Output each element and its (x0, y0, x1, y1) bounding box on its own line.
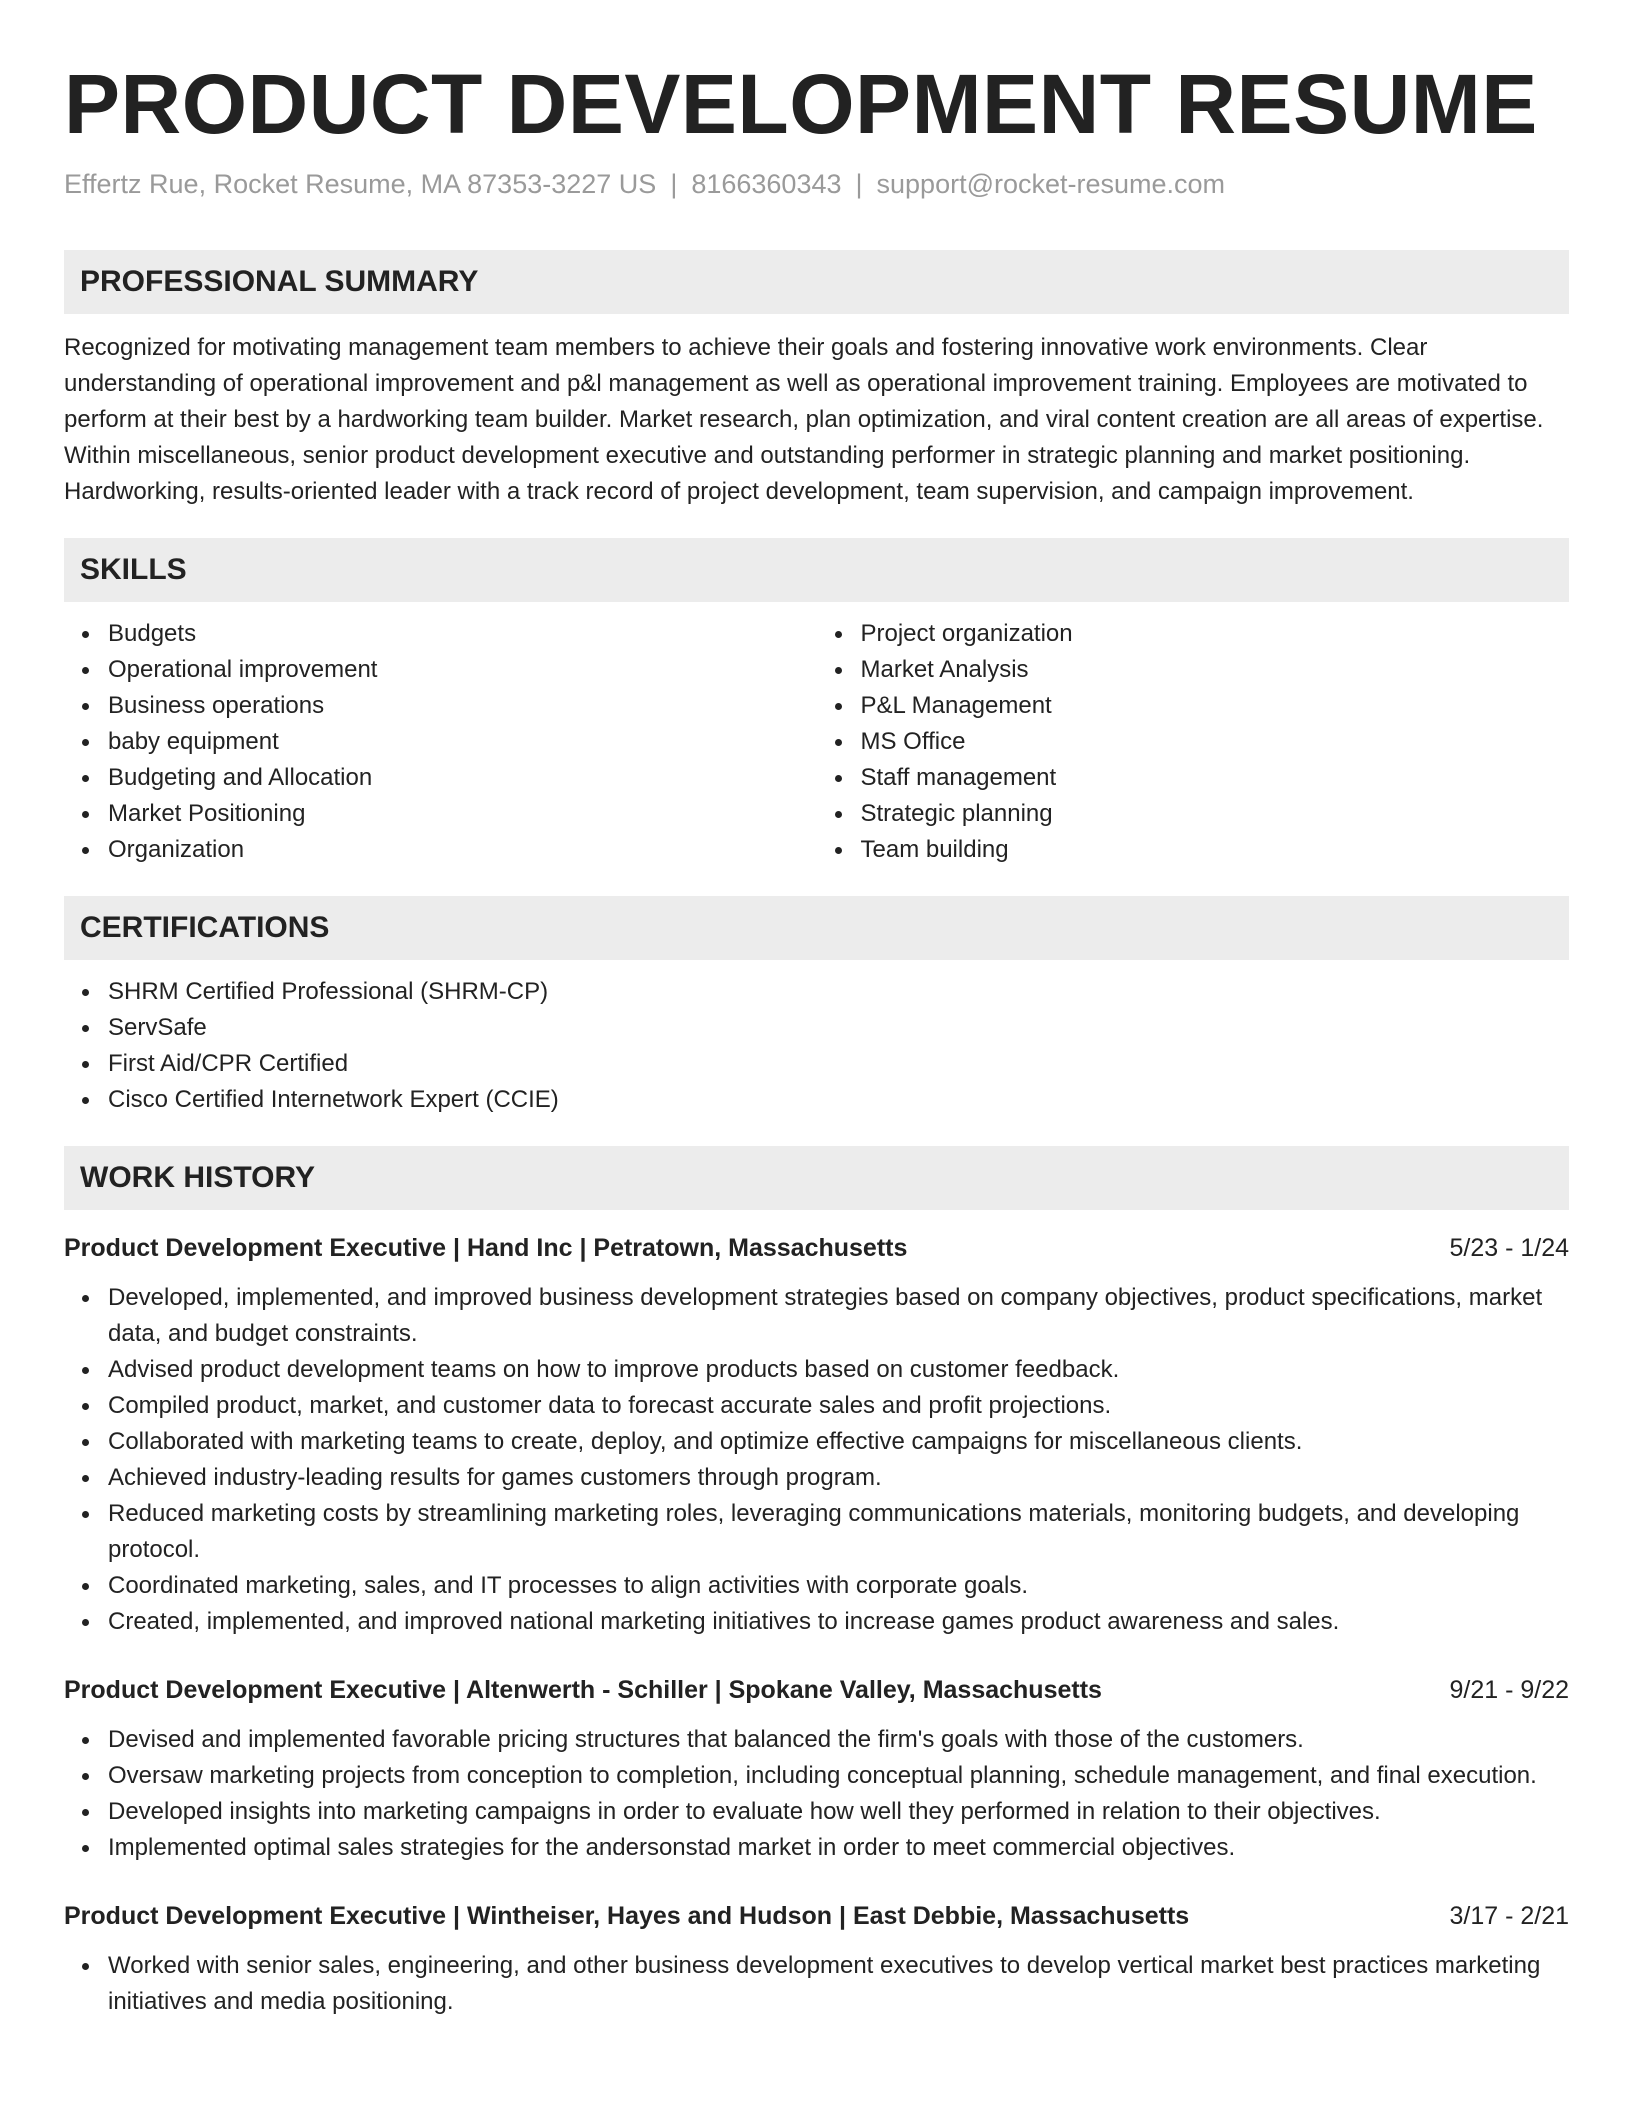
job-duty: Compiled product, market, and customer data to forecast accurate sales and profit projections. (108, 1388, 1569, 1424)
skill-item: Project organization (861, 616, 1570, 652)
contact-email: support@rocket-resume.com (876, 169, 1226, 199)
contact-address: Effertz Rue, Rocket Resume, MA 87353-3227 US (64, 169, 657, 199)
job-title: Product Development Executive | Hand Inc | Petratown, Massachusetts (64, 1234, 908, 1262)
work-history-section (64, 1146, 1569, 2020)
resume-title: PRODUCT DEVELOPMENT RESUME (64, 57, 1538, 151)
job-duty: Developed, implemented, and improved business development strategies based on company objectives, product specifications, market data, and budget constraints. (108, 1280, 1569, 1352)
job-duties-list (64, 1948, 1569, 2020)
skill-item: Budgets (108, 616, 817, 652)
job-duty: Oversaw marketing projects from conception to completion, including conceptual planning, schedule management, and final execution. (108, 1758, 1569, 1794)
summary-text: Recognized for motivating management team members to achieve their goals and fostering innovative work environments. Clear understanding of operational improvement and p&l management as well as operational improvement training. Employees are motivated to perform at their best by a hardworking team builder. Market research, plan optimization, and viral content creation are all areas of expertise. Within miscellaneous, senior product development executive and outstanding performer in strategic planning and market positioning. Hardworking, results-oriented leader with a track record of project development, team supervision, and campaign improvement. (64, 334, 1544, 505)
job-duty: Implemented optimal sales strategies for the andersonstad market in order to meet commercial objectives. (108, 1830, 1569, 1866)
job-entry (64, 1898, 1569, 2020)
certification-item: ServSafe (108, 1010, 1569, 1046)
job-duty: Worked with senior sales, engineering, and other business development executives to develop vertical market best practices marketing initiatives and media positioning. (108, 1948, 1569, 2020)
skills-section (64, 538, 1569, 868)
job-duties-list (64, 1722, 1569, 1866)
resume-page (64, 0, 1569, 2020)
job-header (64, 1672, 1569, 1708)
job-duty: Collaborated with marketing teams to create, deploy, and optimize effective campaigns for miscellaneous clients. (108, 1424, 1569, 1460)
job-dates: 9/21 - 9/22 (1449, 1676, 1569, 1704)
skill-item: Team building (861, 832, 1570, 868)
job-duty: Achieved industry-leading results for games customers through program. (108, 1460, 1569, 1496)
skills-list-left (64, 616, 817, 868)
skill-item: Organization (108, 832, 817, 868)
section-heading-certifications: CERTIFICATIONS (64, 896, 1569, 960)
skill-item: Strategic planning (861, 796, 1570, 832)
job-duty: Created, implemented, and improved national marketing initiatives to increase games product awareness and sales. (108, 1604, 1569, 1640)
section-heading-skills: SKILLS (64, 538, 1569, 602)
skill-item: Operational improvement (108, 652, 817, 688)
skill-item: baby equipment (108, 724, 817, 760)
skill-item: Business operations (108, 688, 817, 724)
skill-item: MS Office (861, 724, 1570, 760)
skill-item: Market Positioning (108, 796, 817, 832)
job-entry (64, 1672, 1569, 1866)
job-dates: 5/23 - 1/24 (1449, 1234, 1569, 1262)
skills-list-right (817, 616, 1570, 868)
certifications-section (64, 896, 1569, 1118)
job-header (64, 1898, 1569, 1934)
certifications-list (64, 974, 1569, 1118)
job-duty: Developed insights into marketing campaigns in order to evaluate how well they performed in relation to their objectives. (108, 1794, 1569, 1830)
contact-phone: 8166360343 (691, 169, 842, 199)
job-duties-list (64, 1280, 1569, 1640)
professional-summary-section (64, 250, 1569, 510)
skill-item: Budgeting and Allocation (108, 760, 817, 796)
job-header (64, 1230, 1569, 1266)
certification-item: Cisco Certified Internetwork Expert (CCIE) (108, 1082, 1569, 1118)
job-duty: Coordinated marketing, sales, and IT processes to align activities with corporate goals. (108, 1568, 1569, 1604)
job-duty: Devised and implemented favorable pricing structures that balanced the firm's goals with those of the customers. (108, 1722, 1569, 1758)
job-entry (64, 1230, 1569, 1640)
skill-item: P&L Management (861, 688, 1570, 724)
job-title: Product Development Executive | Altenwerth - Schiller | Spokane Valley, Massachusetts (64, 1676, 1102, 1704)
contact-line (64, 166, 1569, 202)
skill-item: Staff management (861, 760, 1570, 796)
certification-item: SHRM Certified Professional (SHRM-CP) (108, 974, 1569, 1010)
section-heading-summary: PROFESSIONAL SUMMARY (64, 250, 1569, 314)
contact-separator: | (855, 169, 863, 199)
skills-columns (64, 616, 1569, 868)
job-dates: 3/17 - 2/21 (1449, 1902, 1569, 1930)
job-duty: Advised product development teams on how to improve products based on customer feedback. (108, 1352, 1569, 1388)
job-duty: Reduced marketing costs by streamlining marketing roles, leveraging communications materials, monitoring budgets, and developing protocol. (108, 1496, 1569, 1568)
skill-item: Market Analysis (861, 652, 1570, 688)
job-title: Product Development Executive | Wintheiser, Hayes and Hudson | East Debbie, Massachusetts (64, 1902, 1190, 1930)
contact-separator: | (670, 169, 678, 199)
certification-item: First Aid/CPR Certified (108, 1046, 1569, 1082)
section-heading-work-history: WORK HISTORY (64, 1146, 1569, 1210)
